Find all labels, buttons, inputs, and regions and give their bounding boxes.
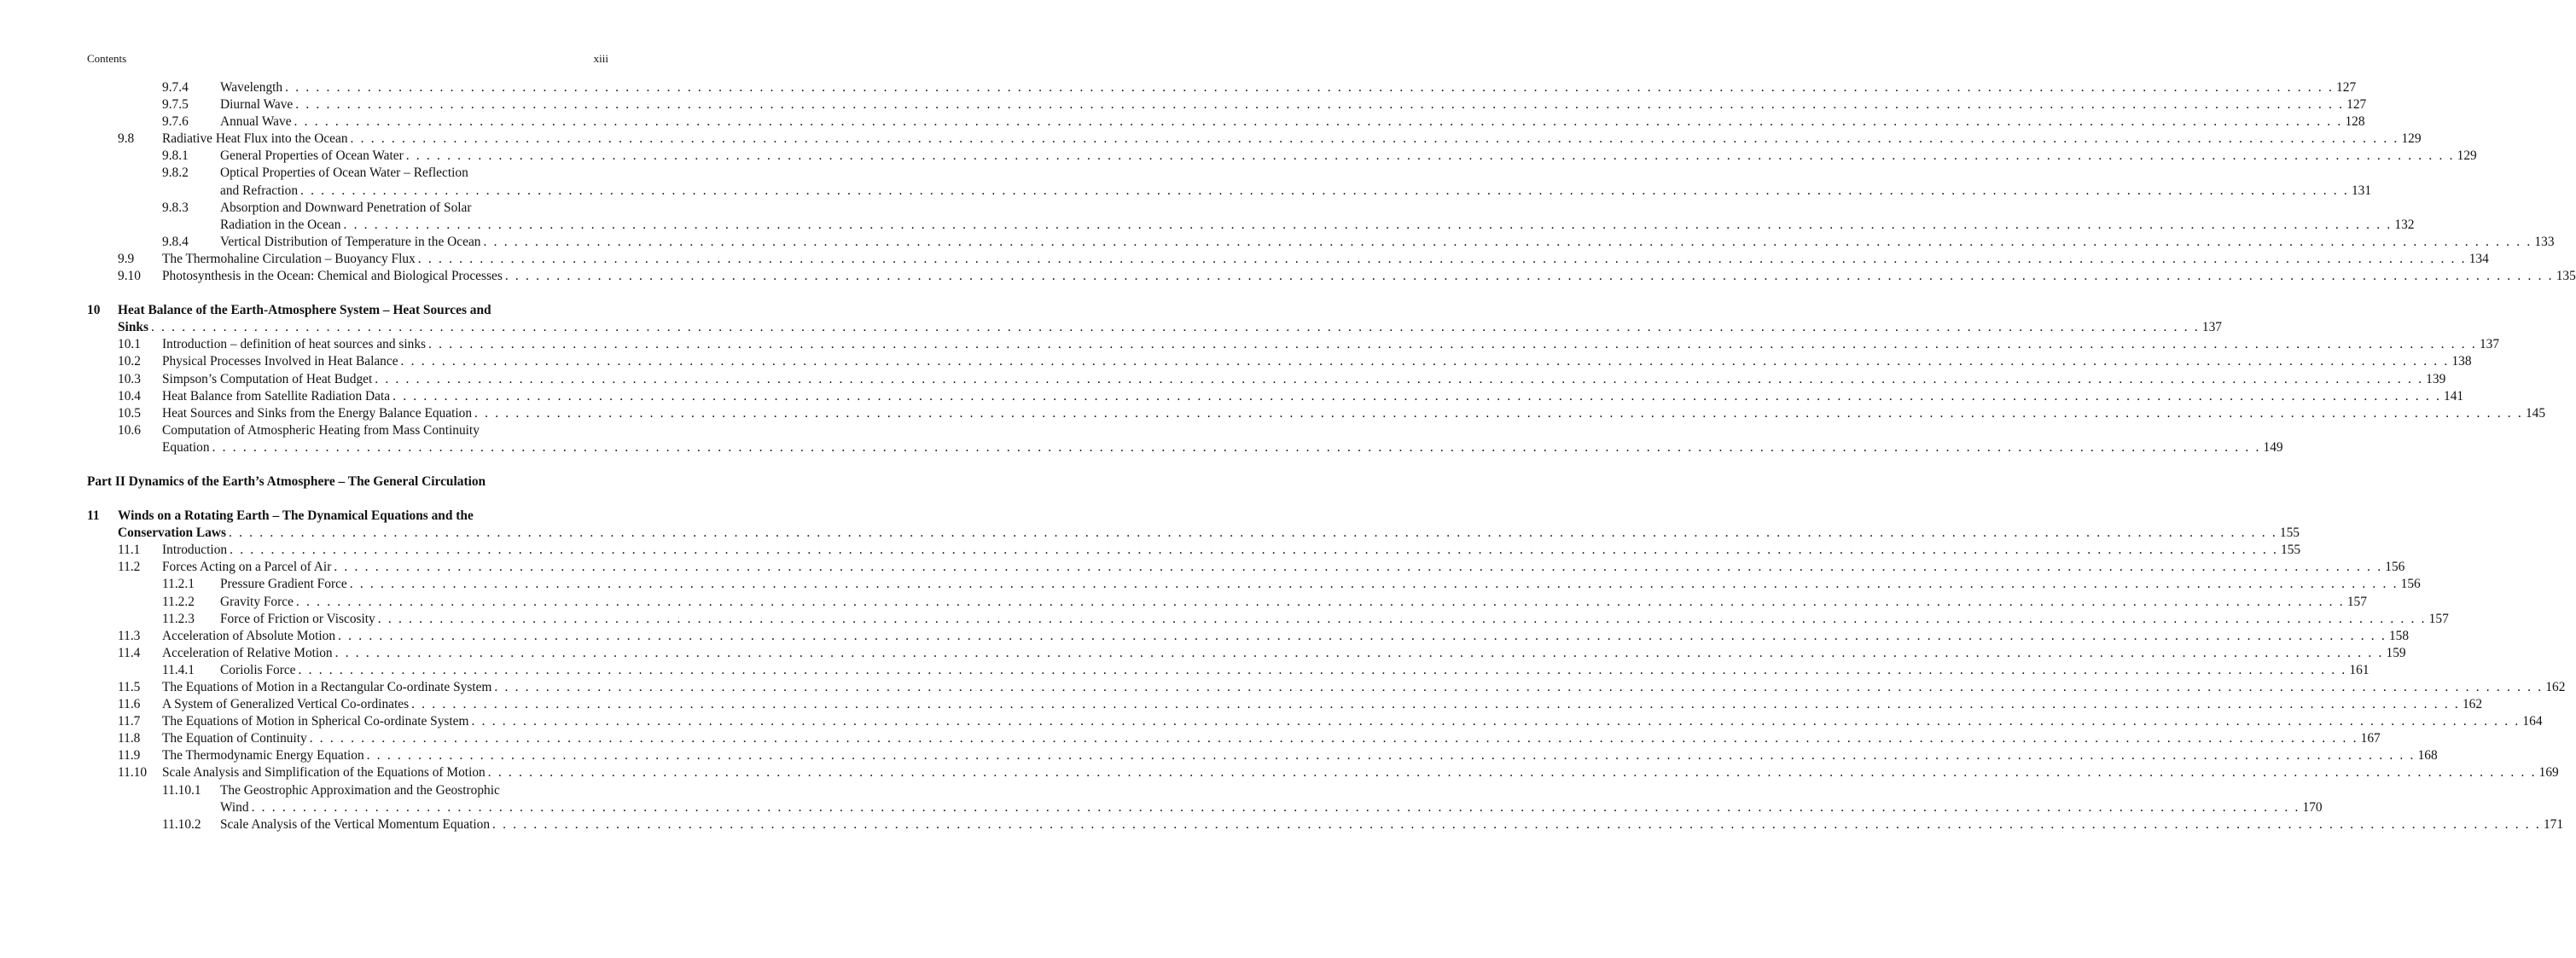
toc-entry-number: 10.2 bbox=[118, 354, 141, 369]
toc-entry-title: Optical Properties of Ocean Water – Reflection bbox=[220, 165, 468, 181]
toc-entry[interactable] bbox=[87, 131, 2422, 148]
toc-entry-title: Acceleration of Relative Motion bbox=[162, 645, 333, 660]
toc-entry[interactable] bbox=[87, 353, 2472, 370]
toc-entry-page: 138 bbox=[2451, 354, 2472, 369]
toc-entry[interactable] bbox=[87, 473, 609, 491]
toc-entry-title: Coriolis Force bbox=[220, 662, 296, 677]
toc-entry-title: Sinks bbox=[118, 320, 148, 335]
toc-entry-title: The Equations of Motion in Spherical Co-ordinate System bbox=[162, 714, 469, 729]
toc-entry-page: 133 bbox=[2534, 234, 2555, 249]
toc-entry[interactable] bbox=[87, 405, 2546, 422]
toc-entry-page: 158 bbox=[2388, 628, 2410, 643]
toc-entry-number: 11.2.1 bbox=[162, 577, 195, 592]
toc-entry-number: 11.10.2 bbox=[162, 816, 201, 832]
toc-entry-line bbox=[162, 131, 2422, 148]
toc-entry-number: 11.4.1 bbox=[162, 662, 195, 677]
toc-entry-page: 159 bbox=[2386, 645, 2406, 660]
dot-leader: . . . . . . . . . . . . . . . . . . . . . . . . . . . . . . . . . . . . . . . . . . . . . . . . . . . . . . . . . . . . . . . . . . . . . . . . . . . . . . . . . . . . . . . . . . . . . . . . . . . . . . . . . . . . . . . . . . . . . . . . . . . . . . . . . . . . . . . . . . . . . . . . . . . . . . . . . . . . . . . . . . . . . . . . . . . . . . . . . . . . . . . . . . . . . . . . . . . . . . . bbox=[504, 269, 2554, 284]
toc-entry-line bbox=[162, 422, 480, 439]
toc-entry-line bbox=[162, 645, 2406, 662]
toc-entry-line bbox=[162, 371, 2446, 388]
toc-gap bbox=[87, 285, 609, 302]
toc-entry-number: 9.8.1 bbox=[162, 148, 189, 164]
toc-entry-line bbox=[220, 200, 472, 217]
toc-entry-number: 11.10.1 bbox=[162, 782, 201, 798]
toc-entry-title: Diurnal Wave bbox=[220, 97, 294, 113]
toc-entry-line bbox=[162, 764, 2559, 781]
toc-entry-title: The Thermodynamic Energy Equation bbox=[162, 748, 364, 763]
toc-entry-line bbox=[220, 594, 2367, 611]
dot-leader: . . . . . . . . . . . . . . . . . . . . . . . . . . . . . . . . . . . . . . . . . . . . . . . . . . . . . . . . . . . . . . . . . . . . . . . . . . . . . . . . . . . . . . . . . . . . . . . . . . . . . . . . . . . . . . . . . . . . . . . . . . . . . . . . . . . . . . . . . . . . . . . . . . . . . . . . . . . . . . . . . . . . . . . . . . . . . . . . . . . . . . . . . . . . . . . . . . . . . . . bbox=[411, 697, 2460, 712]
dot-leader: . . . . . . . . . . . . . . . . . . . . . . . . . . . . . . . . . . . . . . . . . . . . . . . . . . . . . . . . . . . . . . . . . . . . . . . . . . . . . . . . . . . . . . . . . . . . . . . . . . . . . . . . . . . . . . . . . . . . . . . . . . . . . . . . . . . . . . . . . . . . . . . . . . . . . . . . . . . . . . . . . . . . . . . . . . . . . . . . . . . . . . . . . . . . . . . . . . . . . . . bbox=[295, 594, 2345, 609]
toc-entry-title: A System of Generalized Vertical Co-ordinates bbox=[162, 697, 410, 712]
toc-entry-title: Pressure Gradient Force bbox=[220, 577, 347, 592]
toc-entry-line bbox=[162, 388, 2464, 405]
toc-entry[interactable] bbox=[87, 268, 2576, 285]
toc-entry-line bbox=[162, 747, 2438, 764]
toc-entry[interactable] bbox=[87, 336, 2500, 353]
dot-leader: . . . . . . . . . . . . . . . . . . . . . . . . . . . . . . . . . . . . . . . . . . . . . . . . . . . . . . . . . . . . . . . . . . . . . . . . . . . . . . . . . . . . . . . . . . . . . . . . . . . . . . . . . . . . . . . . . . . . . . . . . . . . . . . . . . . . . . . . . . . . . . . . . . . . . . . . . . . . . . . . . . . . . . . . . . . . . . . . . . . . . . . . . . . . . . . . . . . . . . . bbox=[343, 217, 2393, 232]
toc-entry-number: 11.5 bbox=[118, 680, 141, 694]
toc-entry-title: Wavelength bbox=[220, 80, 283, 95]
toc-entry-line bbox=[220, 799, 2323, 816]
toc-entry-line bbox=[162, 713, 2543, 730]
toc-entry-number: 9.8.2 bbox=[162, 165, 189, 181]
toc-entry-title: Heat Sources and Sinks from the Energy Balance Equation bbox=[162, 405, 473, 421]
toc-entry[interactable] bbox=[87, 251, 2489, 268]
toc-entry-title: and Refraction bbox=[220, 183, 299, 198]
dot-leader: . . . . . . . . . . . . . . . . . . . . . . . . . . . . . . . . . . . . . . . . . . . . . . . . . . . . . . . . . . . . . . . . . . . . . . . . . . . . . . . . . . . . . . . . . . . . . . . . . . . . . . . . . . . . . . . . . . . . . . . . . . . . . . . . . . . . . . . . . . . . . . . . . . . . . . . . . . . . . . . . . . . . . . . . . . . . . . . . . . . . . . . . . . . . . . . . . . . . . . . bbox=[212, 439, 2261, 455]
toc-entry[interactable] bbox=[87, 782, 609, 799]
toc-entry[interactable] bbox=[87, 525, 2300, 542]
toc-entry[interactable] bbox=[87, 594, 2367, 611]
toc-entry-title: The Geostrophic Approximation and the Geostrophic bbox=[220, 782, 500, 798]
toc-entry-number: 11.4 bbox=[118, 645, 141, 660]
toc-entry-number: 10.6 bbox=[118, 422, 141, 438]
toc-entry-number: 11.1 bbox=[118, 543, 141, 558]
toc-entry[interactable] bbox=[87, 79, 2357, 96]
toc-entry[interactable] bbox=[87, 234, 2555, 251]
toc-entry-page: 128 bbox=[2345, 114, 2365, 130]
toc-entry-number: 11.9 bbox=[118, 748, 141, 763]
toc-entry[interactable] bbox=[87, 508, 609, 525]
toc-entry-line bbox=[162, 336, 2500, 353]
toc-entry-line bbox=[220, 165, 468, 182]
dot-leader: . . . . . . . . . . . . . . . . . . . . . . . . . . . . . . . . . . . . . . . . . . . . . . . . . . . . . . . . . . . . . . . . . . . . . . . . . . . . . . . . . . . . . . . . . . . . . . . . . . . . . . . . . . . . . . . . . . . . . . . . . . . . . . . . . . . . . . . . . . . . . . . . . . . . . . . . . . . . . . . . . . . . . . . . . . . . . . . . . . . . . . . . . . . . . . . . . . . . . . . bbox=[492, 816, 2541, 832]
toc-entry-number: 11.10 bbox=[118, 765, 148, 781]
toc-entry-title: Annual Wave bbox=[220, 114, 292, 130]
dot-leader: . . . . . . . . . . . . . . . . . . . . . . . . . . . . . . . . . . . . . . . . . . . . . . . . . . . . . . . . . . . . . . . . . . . . . . . . . . . . . . . . . . . . . . . . . . . . . . . . . . . . . . . . . . . . . . . . . . . . . . . . . . . . . . . . . . . . . . . . . . . . . . . . . . . . . . . . . . . . . . . . . . . . . . . . . . . . . . . . . . . . . . . . . . . . . . . . . . . . . . . bbox=[309, 731, 2358, 746]
toc-entry-page: 156 bbox=[2400, 577, 2421, 592]
toc-entry-page: 167 bbox=[2360, 731, 2381, 746]
toc-entry[interactable] bbox=[87, 165, 609, 182]
toc-entry-page: 155 bbox=[2279, 525, 2300, 541]
toc-entry-page: 168 bbox=[2417, 748, 2438, 763]
toc-entry-title: Part II Dynamics of the Earth’s Atmosphere – The General Circulation bbox=[87, 473, 486, 489]
toc-entry[interactable] bbox=[87, 645, 2406, 662]
toc-entry-line bbox=[118, 525, 2300, 542]
dot-leader: . . . . . . . . . . . . . . . . . . . . . . . . . . . . . . . . . . . . . . . . . . . . . . . . . . . . . . . . . . . . . . . . . . . . . . . . . . . . . . . . . . . . . . . . . . . . . . . . . . . . . . . . . . . . . . . . . . . . . . . . . . . . . . . . . . . . . . . . . . . . . . . . . . . . . . . . . . . . . . . . . . . . . . . . . . . . . . . . . . . . . . . . . . . . . . . . . . . . . . . bbox=[349, 577, 2399, 592]
dot-leader: . . . . . . . . . . . . . . . . . . . . . . . . . . . . . . . . . . . . . . . . . . . . . . . . . . . . . . . . . . . . . . . . . . . . . . . . . . . . . . . . . . . . . . . . . . . . . . . . . . . . . . . . . . . . . . . . . . . . . . . . . . . . . . . . . . . . . . . . . . . . . . . . . . . . . . . . . . . . . . . . . . . . . . . . . . . . . . . . . . . . . . . . . . . . . . . . . . . . . . . bbox=[375, 371, 2424, 386]
toc-entry-page: 170 bbox=[2302, 799, 2323, 815]
toc-entry-page: 157 bbox=[2428, 611, 2449, 626]
toc-entry-title: Physical Processes Involved in Heat Balance bbox=[162, 354, 398, 369]
dot-leader: . . . . . . . . . . . . . . . . . . . . . . . . . . . . . . . . . . . . . . . . . . . . . . . . . . . . . . . . . . . . . . . . . . . . . . . . . . . . . . . . . . . . . . . . . . . . . . . . . . . . . . . . . . . . . . . . . . . . . . . . . . . . . . . . . . . . . . . . . . . . . . . . . . . . . . . . . . . . . . . . . . . . . . . . . . . . . . . . . . . . . . . . . . . . . . . . . . . . . . . bbox=[350, 131, 2399, 147]
dot-leader: . . . . . . . . . . . . . . . . . . . . . . . . . . . . . . . . . . . . . . . . . . . . . . . . . . . . . . . . . . . . . . . . . . . . . . . . . . . . . . . . . . . . . . . . . . . . . . . . . . . . . . . . . . . . . . . . . . . . . . . . . . . . . . . . . . . . . . . . . . . . . . . . . . . . . . . . . . . . . . . . . . . . . . . . . . . . . . . . . . . . . . . . . . . . . . . . . . . . . . . bbox=[483, 234, 2532, 249]
dot-leader: . . . . . . . . . . . . . . . . . . . . . . . . . . . . . . . . . . . . . . . . . . . . . . . . . . . . . . . . . . . . . . . . . . . . . . . . . . . . . . . . . . . . . . . . . . . . . . . . . . . . . . . . . . . . . . . . . . . . . . . . . . . . . . . . . . . . . . . . . . . . . . . . . . . . . . . . . . . . . . . . . . . . . . . . . . . . . . . . . . . . . . . . . . . . . . . . . . . . . . . bbox=[150, 320, 2200, 335]
toc-entry-line bbox=[162, 251, 2489, 268]
toc-entry-title: Absorption and Downward Penetration of Solar bbox=[220, 200, 472, 215]
toc-entry[interactable] bbox=[87, 764, 2559, 781]
toc-entry-line bbox=[220, 183, 2372, 200]
toc-entry-line bbox=[162, 679, 2566, 696]
toc-entry-page: 161 bbox=[2349, 662, 2370, 677]
dot-leader: . . . . . . . . . . . . . . . . . . . . . . . . . . . . . . . . . . . . . . . . . . . . . . . . . . . . . . . . . . . . . . . . . . . . . . . . . . . . . . . . . . . . . . . . . . . . . . . . . . . . . . . . . . . . . . . . . . . . . . . . . . . . . . . . . . . . . . . . . . . . . . . . . . . . . . . . . . . . . . . . . . . . . . . . . . . . . . . . . . . . . . . . . . . . . . . . . . . . . . . bbox=[294, 114, 2343, 130]
toc-entry-title: Forces Acting on a Parcel of Air bbox=[162, 560, 332, 575]
toc-entry-page: 156 bbox=[2385, 560, 2405, 575]
toc-entry-title: Equation bbox=[162, 439, 210, 455]
toc-entry[interactable] bbox=[87, 816, 2564, 833]
toc-gap bbox=[87, 456, 609, 473]
toc-entry-number: 10.1 bbox=[118, 337, 141, 352]
toc-entry-line bbox=[220, 662, 2370, 679]
toc-entry-line bbox=[162, 268, 2576, 285]
toc-entry-page: 135 bbox=[2556, 269, 2576, 284]
toc-entry-title: Conservation Laws bbox=[118, 525, 226, 541]
toc-entry-line bbox=[220, 148, 2477, 165]
toc-entry-title: Introduction – definition of heat sources and sinks bbox=[162, 337, 427, 352]
toc-entry-title: Force of Friction or Viscosity bbox=[220, 611, 375, 626]
toc-entry-title: The Equations of Motion in a Rectangular Co-ordinate System bbox=[162, 680, 492, 694]
toc-entry-line bbox=[162, 353, 2472, 370]
toc-entry-title: The Equation of Continuity bbox=[162, 731, 307, 746]
toc-entry-title: Wind bbox=[220, 799, 249, 815]
toc-entry-number: 9.7.5 bbox=[162, 97, 189, 113]
toc-entry-title: Acceleration of Absolute Motion bbox=[162, 628, 336, 643]
toc-entry-number: 9.9 bbox=[118, 251, 135, 266]
toc-entry-page: 134 bbox=[2468, 251, 2489, 266]
toc-entry[interactable] bbox=[87, 679, 2566, 696]
toc-entry-number: 11 bbox=[87, 508, 100, 524]
toc-entry-title: Computation of Atmospheric Heating from Mass Continuity bbox=[162, 422, 480, 438]
toc-entry-line bbox=[162, 628, 2410, 645]
dot-leader: . . . . . . . . . . . . . . . . . . . . . . . . . . . . . . . . . . . . . . . . . . . . . . . . . . . . . . . . . . . . . . . . . . . . . . . . . . . . . . . . . . . . . . . . . . . . . . . . . . . . . . . . . . . . . . . . . . . . . . . . . . . . . . . . . . . . . . . . . . . . . . . . . . . . . . . . . . . . . . . . . . . . . . . . . . . . . . . . . . . . . . . . . . . . . . . . . . . . . . . bbox=[285, 80, 2335, 95]
toc-entry[interactable] bbox=[87, 730, 2381, 747]
toc-entry-page: 127 bbox=[2346, 97, 2367, 113]
toc-entry-page: 131 bbox=[2351, 183, 2372, 198]
toc-entry[interactable] bbox=[87, 302, 609, 319]
toc-entry-line bbox=[87, 473, 486, 491]
toc-entry-title: Scale Analysis and Simplification of the Equations of Motion bbox=[162, 765, 486, 781]
toc-entry-page: 141 bbox=[2444, 388, 2464, 404]
toc-entry[interactable] bbox=[87, 422, 609, 439]
dot-leader: . . . . . . . . . . . . . . . . . . . . . . . . . . . . . . . . . . . . . . . . . . . . . . . . . . . . . . . . . . . . . . . . . . . . . . . . . . . . . . . . . . . . . . . . . . . . . . . . . . . . . . . . . . . . . . . . . . . . . . . . . . . . . . . . . . . . . . . . . . . . . . . . . . . . . . . . . . . . . . . . . . . . . . . . . . . . . . . . . . . . . . . . . . . . . . . . . . . . . . . bbox=[298, 662, 2347, 677]
dot-leader: . . . . . . . . . . . . . . . . . . . . . . . . . . . . . . . . . . . . . . . . . . . . . . . . . . . . . . . . . . . . . . . . . . . . . . . . . . . . . . . . . . . . . . . . . . . . . . . . . . . . . . . . . . . . . . . . . . . . . . . . . . . . . . . . . . . . . . . . . . . . . . . . . . . . . . . . . . . . . . . . . . . . . . . . . . . . . . . . . . . . . . . . . . . . . . . . . . . . . . . bbox=[230, 543, 2279, 558]
toc-entry-page: 169 bbox=[2538, 765, 2559, 781]
toc-entry-title: Photosynthesis in the Ocean: Chemical and Biological Processes bbox=[162, 269, 503, 284]
toc-entry-number: 9.8.3 bbox=[162, 200, 189, 215]
table-of-contents bbox=[87, 79, 2576, 833]
toc-entry-number: 11.2 bbox=[118, 560, 141, 575]
toc-entry[interactable] bbox=[87, 148, 2477, 165]
toc-entry[interactable] bbox=[87, 319, 2222, 336]
toc-entry[interactable] bbox=[87, 747, 2438, 764]
toc-entry[interactable] bbox=[87, 576, 2421, 593]
toc-entry-title: Heat Balance from Satellite Radiation Data bbox=[162, 388, 391, 404]
toc-entry[interactable] bbox=[87, 96, 2367, 113]
toc-entry-line bbox=[220, 79, 2357, 96]
toc-entry-number: 9.8.4 bbox=[162, 234, 189, 249]
dot-leader: . . . . . . . . . . . . . . . . . . . . . . . . . . . . . . . . . . . . . . . . . . . . . . . . . . . . . . . . . . . . . . . . . . . . . . . . . . . . . . . . . . . . . . . . . . . . . . . . . . . . . . . . . . . . . . . . . . . . . . . . . . . . . . . . . . . . . . . . . . . . . . . . . . . . . . . . . . . . . . . . . . . . . . . . . . . . . . . . . . . . . . . . . . . . . . . . . . . . . . . bbox=[405, 148, 2455, 164]
dot-leader: . . . . . . . . . . . . . . . . . . . . . . . . . . . . . . . . . . . . . . . . . . . . . . . . . . . . . . . . . . . . . . . . . . . . . . . . . . . . . . . . . . . . . . . . . . . . . . . . . . . . . . . . . . . . . . . . . . . . . . . . . . . . . . . . . . . . . . . . . . . . . . . . . . . . . . . . . . . . . . . . . . . . . . . . . . . . . . . . . . . . . . . . . . . . . . . . . . . . . . . bbox=[300, 183, 2349, 198]
toc-entry-title: Gravity Force bbox=[220, 594, 294, 609]
page-number: xiii bbox=[593, 52, 608, 65]
toc-entry-line bbox=[162, 696, 2483, 713]
toc-entry-page: 139 bbox=[2426, 371, 2446, 386]
toc-entry-page: 137 bbox=[2479, 337, 2500, 352]
toc-entry-title: The Thermohaline Circulation – Buoyancy Flux bbox=[162, 251, 416, 266]
toc-entry-line bbox=[220, 611, 2449, 628]
toc-entry-number: 9.7.4 bbox=[162, 80, 189, 95]
toc-entry-number: 10.5 bbox=[118, 405, 141, 421]
toc-entry-line bbox=[162, 730, 2381, 747]
dot-leader: . . . . . . . . . . . . . . . . . . . . . . . . . . . . . . . . . . . . . . . . . . . . . . . . . . . . . . . . . . . . . . . . . . . . . . . . . . . . . . . . . . . . . . . . . . . . . . . . . . . . . . . . . . . . . . . . . . . . . . . . . . . . . . . . . . . . . . . . . . . . . . . . . . . . . . . . . . . . . . . . . . . . . . . . . . . . . . . . . . . . . . . . . . . . . . . . . . . . . . . bbox=[338, 628, 2387, 643]
toc-entry-title: Introduction bbox=[162, 543, 228, 558]
dot-leader: . . . . . . . . . . . . . . . . . . . . . . . . . . . . . . . . . . . . . . . . . . . . . . . . . . . . . . . . . . . . . . . . . . . . . . . . . . . . . . . . . . . . . . . . . . . . . . . . . . . . . . . . . . . . . . . . . . . . . . . . . . . . . . . . . . . . . . . . . . . . . . . . . . . . . . . . . . . . . . . . . . . . . . . . . . . . . . . . . . . . . . . . . . . . . . . . . . . . . . . bbox=[487, 765, 2537, 781]
toc-entry-page: 162 bbox=[2462, 697, 2483, 712]
toc-entry[interactable] bbox=[87, 696, 2483, 713]
toc-entry[interactable] bbox=[87, 662, 2370, 679]
toc-entry[interactable] bbox=[87, 542, 2301, 559]
toc-entry-line bbox=[220, 782, 500, 799]
toc-entry-title: Winds on a Rotating Earth – The Dynamical Equations and the bbox=[118, 508, 474, 524]
toc-entry-line bbox=[220, 96, 2367, 113]
dot-leader: . . . . . . . . . . . . . . . . . . . . . . . . . . . . . . . . . . . . . . . . . . . . . . . . . . . . . . . . . . . . . . . . . . . . . . . . . . . . . . . . . . . . . . . . . . . . . . . . . . . . . . . . . . . . . . . . . . . . . . . . . . . . . . . . . . . . . . . . . . . . . . . . . . . . . . . . . . . . . . . . . . . . . . . . . . . . . . . . . . . . . . . . . . . . . . . . . . . . . . . bbox=[251, 799, 2300, 815]
toc-entry-page: 157 bbox=[2346, 594, 2367, 609]
toc-entry-number: 9.8 bbox=[118, 131, 135, 147]
toc-entry-page: 129 bbox=[2457, 148, 2477, 164]
toc-entry-title: General Properties of Ocean Water bbox=[220, 148, 404, 164]
dot-leader: . . . . . . . . . . . . . . . . . . . . . . . . . . . . . . . . . . . . . . . . . . . . . . . . . . . . . . . . . . . . . . . . . . . . . . . . . . . . . . . . . . . . . . . . . . . . . . . . . . . . . . . . . . . . . . . . . . . . . . . . . . . . . . . . . . . . . . . . . . . . . . . . . . . . . . . . . . . . . . . . . . . . . . . . . . . . . . . . . . . . . . . . . . . . . . . . . . . . . . . bbox=[400, 354, 2450, 369]
toc-entry[interactable] bbox=[87, 559, 2405, 576]
dot-leader: . . . . . . . . . . . . . . . . . . . . . . . . . . . . . . . . . . . . . . . . . . . . . . . . . . . . . . . . . . . . . . . . . . . . . . . . . . . . . . . . . . . . . . . . . . . . . . . . . . . . . . . . . . . . . . . . . . . . . . . . . . . . . . . . . . . . . . . . . . . . . . . . . . . . . . . . . . . . . . . . . . . . . . . . . . . . . . . . . . . . . . . . . . . . . . . . . . . . . . . bbox=[494, 680, 2544, 694]
toc-entry[interactable] bbox=[87, 388, 2464, 405]
running-head-section: Contents bbox=[87, 52, 127, 65]
toc-entry-line bbox=[162, 559, 2405, 576]
dot-leader: . . . . . . . . . . . . . . . . . . . . . . . . . . . . . . . . . . . . . . . . . . . . . . . . . . . . . . . . . . . . . . . . . . . . . . . . . . . . . . . . . . . . . . . . . . . . . . . . . . . . . . . . . . . . . . . . . . . . . . . . . . . . . . . . . . . . . . . . . . . . . . . . . . . . . . . . . . . . . . . . . . . . . . . . . . . . . . . . . . . . . . . . . . . . . . . . . . . . . . . bbox=[474, 405, 2523, 421]
toc-entry[interactable] bbox=[87, 628, 2410, 645]
toc-entry-number: 11.2.3 bbox=[162, 611, 195, 626]
dot-leader: . . . . . . . . . . . . . . . . . . . . . . . . . . . . . . . . . . . . . . . . . . . . . . . . . . . . . . . . . . . . . . . . . . . . . . . . . . . . . . . . . . . . . . . . . . . . . . . . . . . . . . . . . . . . . . . . . . . . . . . . . . . . . . . . . . . . . . . . . . . . . . . . . . . . . . . . . . . . . . . . . . . . . . . . . . . . . . . . . . . . . . . . . . . . . . . . . . . . . . . bbox=[471, 714, 2521, 729]
toc-entry[interactable] bbox=[87, 799, 2323, 816]
toc-entry-title: Scale Analysis of the Vertical Momentum Equation bbox=[220, 816, 491, 832]
toc-entry-number: 11.3 bbox=[118, 628, 141, 643]
toc-entry-page: 171 bbox=[2543, 816, 2564, 832]
toc-entry-page: 145 bbox=[2525, 405, 2546, 421]
dot-leader: . . . . . . . . . . . . . . . . . . . . . . . . . . . . . . . . . . . . . . . . . . . . . . . . . . . . . . . . . . . . . . . . . . . . . . . . . . . . . . . . . . . . . . . . . . . . . . . . . . . . . . . . . . . . . . . . . . . . . . . . . . . . . . . . . . . . . . . . . . . . . . . . . . . . . . . . . . . . . . . . . . . . . . . . . . . . . . . . . . . . . . . . . . . . . . . . . . . . . . . bbox=[428, 337, 2477, 352]
toc-entry-number: 10 bbox=[87, 303, 101, 318]
toc-entry-title: Vertical Distribution of Temperature in the Ocean bbox=[220, 234, 481, 249]
toc-entry-number: 10.4 bbox=[118, 388, 141, 404]
toc-entry-number: 11.7 bbox=[118, 714, 141, 729]
toc-entry-page: 164 bbox=[2522, 714, 2543, 729]
toc-entry[interactable] bbox=[87, 113, 2365, 131]
toc-entry-line bbox=[118, 302, 491, 319]
toc-entry-title: Simpson’s Computation of Heat Budget bbox=[162, 371, 373, 386]
dot-leader: . . . . . . . . . . . . . . . . . . . . . . . . . . . . . . . . . . . . . . . . . . . . . . . . . . . . . . . . . . . . . . . . . . . . . . . . . . . . . . . . . . . . . . . . . . . . . . . . . . . . . . . . . . . . . . . . . . . . . . . . . . . . . . . . . . . . . . . . . . . . . . . . . . . . . . . . . . . . . . . . . . . . . . . . . . . . . . . . . . . . . . . . . . . . . . . . . . . . . . . bbox=[295, 97, 2345, 113]
toc-entry-page: 137 bbox=[2201, 320, 2222, 335]
toc-entry-line bbox=[220, 234, 2555, 251]
toc-entry[interactable] bbox=[87, 371, 2446, 388]
toc-entry-number: 9.10 bbox=[118, 269, 141, 284]
toc-entry-page: 132 bbox=[2394, 217, 2415, 232]
toc-entry[interactable] bbox=[87, 183, 2372, 200]
running-head bbox=[87, 52, 608, 66]
toc-entry-line bbox=[118, 319, 2222, 336]
toc-entry-number: 10.3 bbox=[118, 371, 141, 386]
dot-leader: . . . . . . . . . . . . . . . . . . . . . . . . . . . . . . . . . . . . . . . . . . . . . . . . . . . . . . . . . . . . . . . . . . . . . . . . . . . . . . . . . . . . . . . . . . . . . . . . . . . . . . . . . . . . . . . . . . . . . . . . . . . . . . . . . . . . . . . . . . . . . . . . . . . . . . . . . . . . . . . . . . . . . . . . . . . . . . . . . . . . . . . . . . . . . . . . . . . . . . . bbox=[393, 388, 2442, 404]
toc-entry[interactable] bbox=[87, 713, 2543, 730]
toc-entry-page: 149 bbox=[2263, 439, 2283, 455]
toc-entry-line bbox=[162, 405, 2546, 422]
dot-leader: . . . . . . . . . . . . . . . . . . . . . . . . . . . . . . . . . . . . . . . . . . . . . . . . . . . . . . . . . . . . . . . . . . . . . . . . . . . . . . . . . . . . . . . . . . . . . . . . . . . . . . . . . . . . . . . . . . . . . . . . . . . . . . . . . . . . . . . . . . . . . . . . . . . . . . . . . . . . . . . . . . . . . . . . . . . . . . . . . . . . . . . . . . . . . . . . . . . . . . . bbox=[417, 251, 2467, 266]
toc-entry[interactable] bbox=[87, 217, 2415, 234]
dot-leader: . . . . . . . . . . . . . . . . . . . . . . . . . . . . . . . . . . . . . . . . . . . . . . . . . . . . . . . . . . . . . . . . . . . . . . . . . . . . . . . . . . . . . . . . . . . . . . . . . . . . . . . . . . . . . . . . . . . . . . . . . . . . . . . . . . . . . . . . . . . . . . . . . . . . . . . . . . . . . . . . . . . . . . . . . . . . . . . . . . . . . . . . . . . . . . . . . . . . . . . bbox=[228, 525, 2277, 541]
toc-entry-number: 9.7.6 bbox=[162, 114, 189, 130]
dot-leader: . . . . . . . . . . . . . . . . . . . . . . . . . . . . . . . . . . . . . . . . . . . . . . . . . . . . . . . . . . . . . . . . . . . . . . . . . . . . . . . . . . . . . . . . . . . . . . . . . . . . . . . . . . . . . . . . . . . . . . . . . . . . . . . . . . . . . . . . . . . . . . . . . . . . . . . . . . . . . . . . . . . . . . . . . . . . . . . . . . . . . . . . . . . . . . . . . . . . . . . bbox=[334, 645, 2384, 660]
toc-entry-title: Radiative Heat Flux into the Ocean bbox=[162, 131, 348, 147]
toc-entry-line bbox=[162, 439, 2283, 456]
toc-entry-line bbox=[220, 113, 2365, 131]
toc-entry-number: 11.8 bbox=[118, 731, 141, 746]
toc-entry-line bbox=[220, 576, 2421, 593]
toc-entry-line bbox=[220, 217, 2415, 234]
toc-entry-line bbox=[162, 542, 2301, 559]
toc-entry-page: 162 bbox=[2545, 680, 2566, 694]
toc-entry-line bbox=[118, 508, 474, 525]
toc-entry[interactable] bbox=[87, 439, 2283, 456]
dot-leader: . . . . . . . . . . . . . . . . . . . . . . . . . . . . . . . . . . . . . . . . . . . . . . . . . . . . . . . . . . . . . . . . . . . . . . . . . . . . . . . . . . . . . . . . . . . . . . . . . . . . . . . . . . . . . . . . . . . . . . . . . . . . . . . . . . . . . . . . . . . . . . . . . . . . . . . . . . . . . . . . . . . . . . . . . . . . . . . . . . . . . . . . . . . . . . . . . . . . . . . bbox=[366, 748, 2416, 763]
toc-entry-number: 11.2.2 bbox=[162, 594, 195, 609]
toc-entry-title: Heat Balance of the Earth-Atmosphere System – Heat Sources and bbox=[118, 303, 491, 318]
toc-entry-page: 155 bbox=[2281, 543, 2301, 558]
toc-entry[interactable] bbox=[87, 200, 609, 217]
toc-gap bbox=[87, 491, 609, 508]
toc-entry-number: 11.6 bbox=[118, 697, 141, 712]
toc-entry-line bbox=[220, 816, 2564, 833]
toc-entry[interactable] bbox=[87, 611, 2449, 628]
toc-entry-page: 127 bbox=[2336, 80, 2357, 95]
toc-entry-title: Radiation in the Ocean bbox=[220, 217, 341, 232]
dot-leader: . . . . . . . . . . . . . . . . . . . . . . . . . . . . . . . . . . . . . . . . . . . . . . . . . . . . . . . . . . . . . . . . . . . . . . . . . . . . . . . . . . . . . . . . . . . . . . . . . . . . . . . . . . . . . . . . . . . . . . . . . . . . . . . . . . . . . . . . . . . . . . . . . . . . . . . . . . . . . . . . . . . . . . . . . . . . . . . . . . . . . . . . . . . . . . . . . . . . . . . bbox=[334, 560, 2383, 575]
dot-leader: . . . . . . . . . . . . . . . . . . . . . . . . . . . . . . . . . . . . . . . . . . . . . . . . . . . . . . . . . . . . . . . . . . . . . . . . . . . . . . . . . . . . . . . . . . . . . . . . . . . . . . . . . . . . . . . . . . . . . . . . . . . . . . . . . . . . . . . . . . . . . . . . . . . . . . . . . . . . . . . . . . . . . . . . . . . . . . . . . . . . . . . . . . . . . . . . . . . . . . . bbox=[377, 611, 2427, 626]
toc-entry-page: 129 bbox=[2401, 131, 2422, 147]
